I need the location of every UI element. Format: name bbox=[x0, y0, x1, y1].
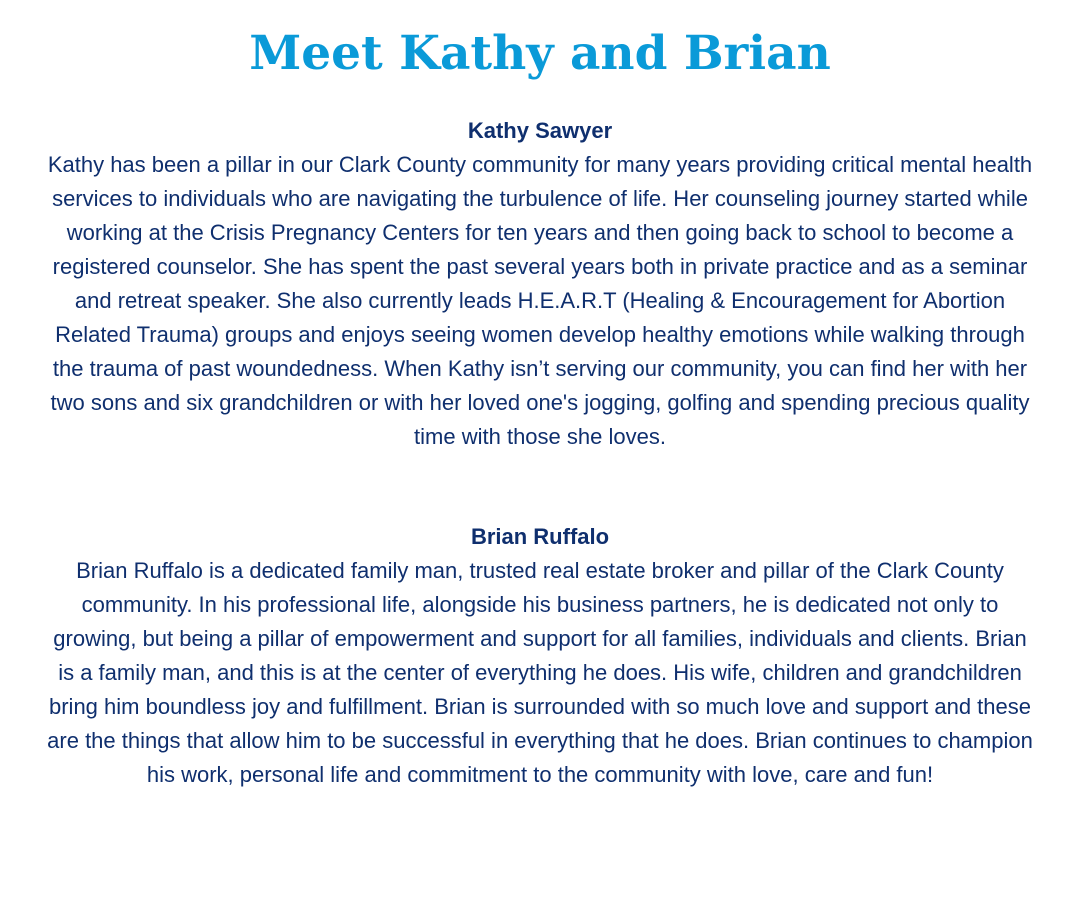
bio-name: Kathy Sawyer bbox=[467, 118, 613, 143]
bio-text: Brian Ruffalo is a dedicated family man, trusted real estate broker and pillar of the Clark County community. In his professional life, alongside his business partners, he is dedicated not only to growing, but being a pillar of empowerment and support for all families, individuals and clients. Brian is a family man, and this is at the center of everything he does. His wife, children and grandchildren bring him boundless joy and fulfillment. Brian is surrounded with so much love and support and these are the things that allow him to be successful in everything that he does. Brian continues to champion his work, personal life and commitment to the community with love, care and fun! bbox=[47, 558, 1033, 787]
page-title: Meet Kathy and Brian bbox=[249, 26, 831, 81]
bio-name: Brian Ruffalo bbox=[470, 524, 610, 549]
bio-kathy-sawyer bbox=[46, 114, 1034, 454]
bio-text: Kathy has been a pillar in our Clark County community for many years providing critical mental health services to individuals who are navigating the turbulence of life. Her counseling journey started while working at the Crisis Pregnancy Centers for ten years and then going back to school to become a registered counselor. She has spent the past several years both in private practice and as a seminar and retreat speaker. She also currently leads H.E.A.R.T (Healing & Encouragement for Abortion Related Trauma) groups and enjoys seeing women develop healthy emotions while walking through the trauma of past woundedness. When Kathy isn’t serving our community, you can find her with her two sons and six grandchildren or with her loved one's jogging, golfing and spending precious quality time with those she loves. bbox=[47, 152, 1033, 449]
bio-brian-ruffalo bbox=[46, 520, 1034, 792]
